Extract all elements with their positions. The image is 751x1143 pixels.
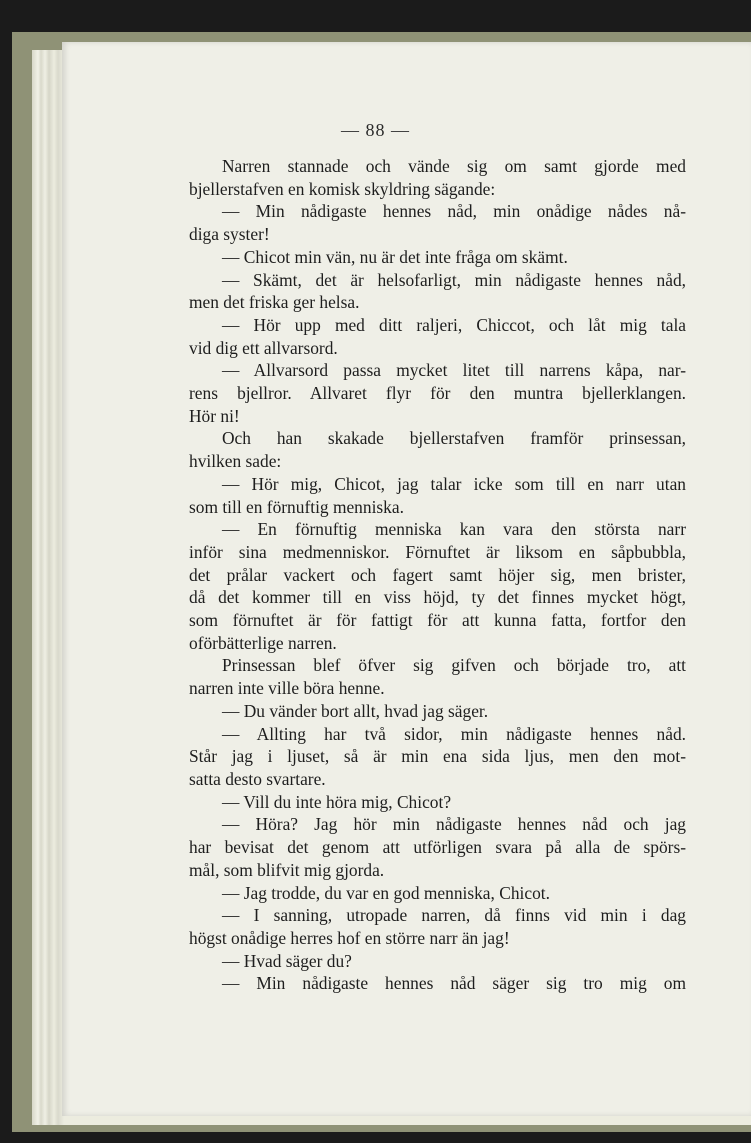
text-line: — Allting har två sidor, min nådigaste hennes nåd. [222,723,686,744]
text-line: då det kommer till en viss höjd, ty det finnes mycket högt, [189,587,686,608]
text-line: Hör ni! [189,405,240,426]
text-line: hvilken sade: [189,451,282,472]
text-line: — En förnuftig menniska kan vara den största narr [222,519,686,540]
text-line: som till en förnuftig menniska. [189,496,404,517]
text-line: men det friska ger helsa. [189,292,360,313]
text-line: det prålar vackert och fagert samt höjer sig, men brister, [189,564,686,585]
text-line: oförbätterlige narren. [189,632,337,653]
text-line: — Höra? Jag hör min nådigaste hennes nåd och jag [222,814,686,835]
body-text [189,155,686,995]
text-line: Står jag i ljuset, så är min ena sida ljus, men den mot- [189,746,686,767]
text-line: högst onådige herres hof en större narr än jag! [189,927,510,948]
text-line: narren inte ville böra henne. [189,678,385,699]
text-line: — Min nådigaste hennes nåd säger sig tro mig om [222,973,686,994]
text-line: — I sanning, utropade narren, då finns vid min i dag [222,905,686,926]
text-line: — Skämt, det är helsofarligt, min nådigaste hennes nåd, [222,269,686,290]
text-line: bjellerstafven en komisk skyldring sägande: [189,178,496,199]
text-line: — Vill du inte höra mig, Chicot? [222,791,452,812]
text-line: har bevisat det genom att utförligen svara på alla de spörs- [189,837,686,858]
text-line: — Hvad säger du? [222,950,352,971]
text-line: — Allvarsord passa mycket litet till narrens kåpa, nar- [222,360,686,381]
text-line: — Min nådigaste hennes nåd, min onådige nådes nå- [222,201,686,222]
text-line: inför sina medmenniskor. Förnuftet är liksom en såpbubbla, [189,541,686,562]
text-line: — Hör upp med ditt raljeri, Chiccot, och låt mig tala [222,314,686,335]
text-line: diga syster! [189,224,270,245]
text-line: satta desto svartare. [189,768,326,789]
text-line: — Jag trodde, du var en god menniska, Chicot. [222,882,550,903]
text-line: Narren stannade och vände sig om samt gjorde med [222,156,686,176]
page-number: — 88 — [341,120,410,140]
text-line: — Du vänder bort allt, hvad jag säger. [222,700,489,721]
text-line: vid dig ett allvarsord. [189,337,338,358]
text-line: — Chicot min vän, nu är det inte fråga om skämt. [222,246,568,267]
text-line: mål, som blifvit mig gjorda. [189,859,385,880]
text-line: rens bjellror. Allvaret flyr för den muntra bjellerklangen. [189,383,686,404]
text-line: — Hör mig, Chicot, jag talar icke som till en narr utan [222,473,686,494]
text-line: som förnuftet är för fattigt för att kunna fatta, fortfor den [189,610,686,631]
text-line: Prinsessan blef öfver sig gifven och började tro, att [222,655,686,676]
text-line: Och han skakade bjellerstafven framför prinsessan, [222,428,686,449]
